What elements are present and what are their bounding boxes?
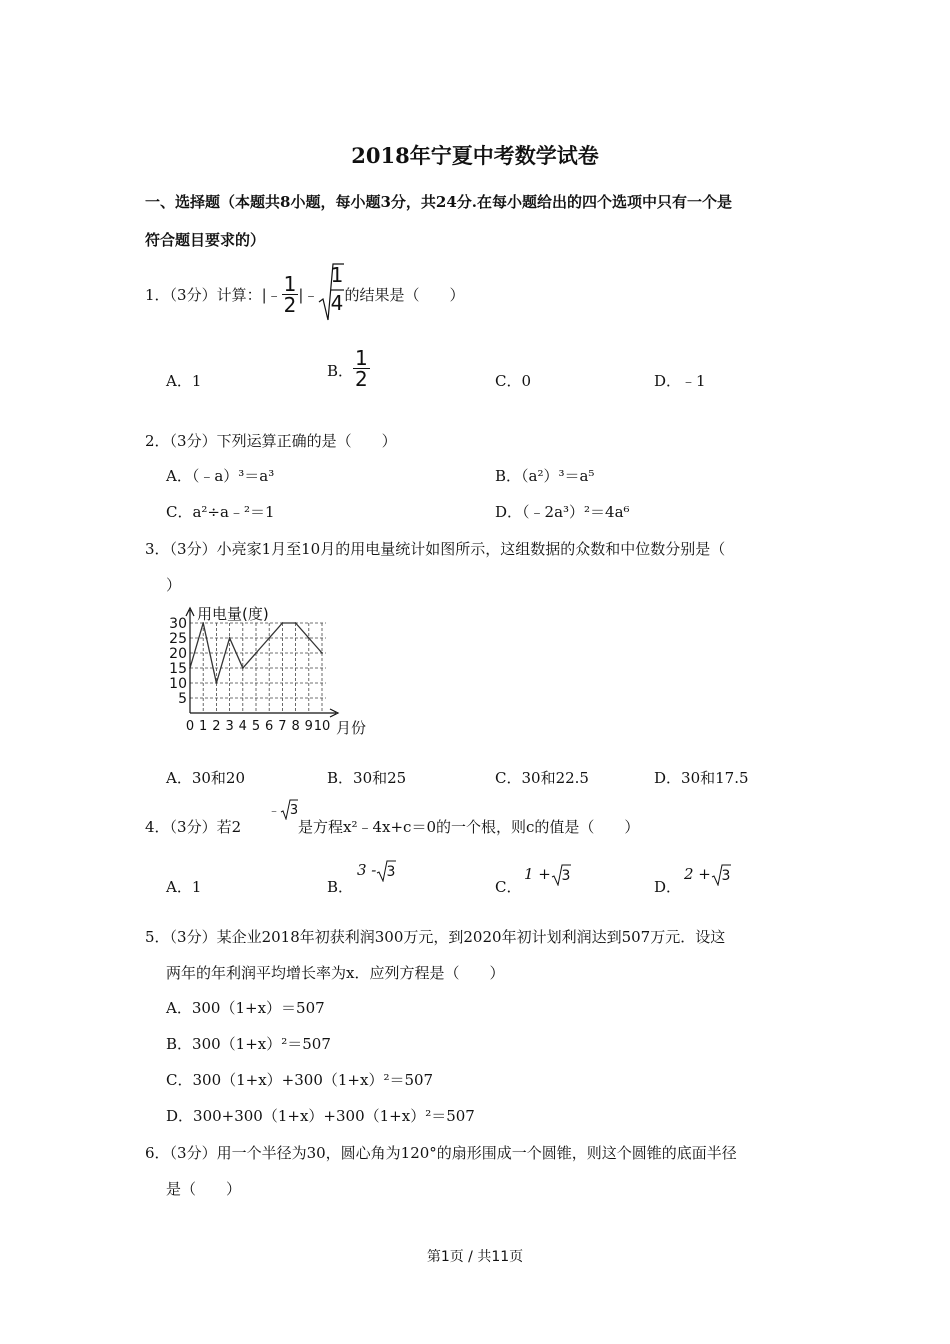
x-tick-label: 0 xyxy=(185,719,195,734)
question-5-stem-line2: 两年的年利润平均增长率为x．应列方程是（ ） xyxy=(166,964,505,982)
data-point xyxy=(189,667,191,669)
question-2-stem: 2．（3分）下列运算正确的是（ ） xyxy=(145,432,397,450)
electricity-usage-chart xyxy=(150,598,380,742)
question-3-stem-line1: 3．（3分）小亮家1月至10月的用电量统计如图所示，这组数据的众数和中位数分别是（ xyxy=(145,540,726,558)
q4-exponent-radicand: 3 xyxy=(289,803,299,818)
q4-option-d-value xyxy=(684,862,731,886)
q4-exponent xyxy=(268,798,298,820)
q1-option-a: A．1 xyxy=(166,372,202,390)
q3-option-c: C．30和22.5 xyxy=(495,769,589,787)
q4-suffix: 是方程x²﹣4x+c＝0的一个根，则c的值是（ ） xyxy=(298,818,640,836)
q1-option-b-fraction xyxy=(353,345,370,391)
q1-option-b-denominator: 2 xyxy=(355,366,368,391)
q4-option-d-radicand: 3 xyxy=(721,868,731,884)
y-tick-label: 10 xyxy=(169,676,187,692)
data-point xyxy=(282,622,284,624)
chart-grid xyxy=(190,623,326,713)
q4-prefix: 4．（3分）若2 xyxy=(145,818,242,836)
sqrt-symbol-icon xyxy=(318,262,344,322)
q4-option-c-text: 1 + xyxy=(524,865,551,883)
x-tick-label: 2 xyxy=(212,719,221,734)
q5-option-a: A．300（1+x）＝507 xyxy=(166,999,325,1017)
x-tick-label: 6 xyxy=(265,719,274,734)
x-tick-label: 5 xyxy=(251,719,261,734)
q1-sqrt-numerator: 1 xyxy=(331,263,344,287)
data-point xyxy=(321,652,323,654)
data-point xyxy=(242,667,244,669)
x-tick-label: 1 xyxy=(199,719,208,734)
x-tick-label: 9 xyxy=(304,719,313,734)
q3-option-a: A．30和20 xyxy=(166,769,246,787)
y-tick-label: 25 xyxy=(169,631,187,647)
q1-sqrt xyxy=(318,262,344,326)
q2-option-c: C．a²÷a﹣²＝1 xyxy=(166,503,275,521)
sqrt-symbol-icon xyxy=(280,798,298,820)
q1-frac-denominator: 2 xyxy=(283,292,297,317)
q5-option-b: B．300（1+x）²＝507 xyxy=(166,1035,331,1053)
x-axis-label: 月份 xyxy=(336,719,367,737)
q1-option-b-label: B． xyxy=(327,361,354,380)
data-point xyxy=(229,637,231,639)
q1-option-c: C．0 xyxy=(495,372,532,390)
q1-prefix: 1．（3分）计算：|﹣ xyxy=(145,285,282,304)
q1-frac-numerator: 1 xyxy=(283,271,297,296)
question-6-stem-line2: 是（ ） xyxy=(166,1180,242,1198)
q4-option-c-radicand: 3 xyxy=(561,868,571,884)
q4-exponent-sign: ﹣ xyxy=(268,802,281,817)
q4-option-b-label: B． xyxy=(327,878,354,896)
sqrt-symbol-icon xyxy=(711,862,731,886)
q4-option-b-value xyxy=(357,858,396,882)
q4-option-d-text: 2 + xyxy=(684,865,711,883)
y-tick-label: 30 xyxy=(169,616,187,632)
y-tick-label: 15 xyxy=(169,661,187,677)
q1-option-d: D．﹣1 xyxy=(654,372,706,390)
q4-option-d-label: D． xyxy=(654,878,682,896)
q1-sqrt-denominator: 4 xyxy=(331,291,344,315)
y-tick-label: 5 xyxy=(178,691,187,707)
q5-option-c: C．300（1+x）+300（1+x）²＝507 xyxy=(166,1071,434,1089)
chart-axes xyxy=(186,608,338,717)
q1-fraction xyxy=(282,271,299,317)
data-point xyxy=(308,637,310,639)
y-axis-label: 用电量(度) xyxy=(197,605,269,623)
q3-option-d: D．30和17.5 xyxy=(654,769,749,787)
q4-option-b-text: 3 - xyxy=(357,861,377,879)
section-heading-line2: 符合题目要求的） xyxy=(145,231,266,249)
q4-option-a: A．1 xyxy=(166,878,202,896)
q4-option-b-radicand: 3 xyxy=(386,864,396,880)
q4-option-c-label: C． xyxy=(495,878,522,896)
q3-option-b: B．30和25 xyxy=(327,769,407,787)
q2-option-b: B．（a²）³＝a⁵ xyxy=(495,467,595,485)
sqrt-symbol-icon xyxy=(551,862,571,886)
q5-option-d: D．300+300（1+x）+300（1+x）²＝507 xyxy=(166,1107,475,1125)
data-point xyxy=(255,652,257,654)
data-point xyxy=(216,682,218,684)
data-point xyxy=(295,622,297,624)
sqrt-symbol-icon xyxy=(376,858,396,882)
q2-option-a: A．（﹣a）³＝a³ xyxy=(166,467,275,485)
page-footer: 第1页 / 共11页 xyxy=(426,1249,524,1265)
question-5-stem-line1: 5．（3分）某企业2018年初获利润300万元，到2020年初计划利润达到507万元．设这 xyxy=(145,928,726,946)
page-title: 2018年宁夏中考数学试卷 xyxy=(351,143,599,168)
data-point xyxy=(268,637,270,639)
q2-option-d: D．（﹣2a³）²＝4a⁶ xyxy=(495,503,630,521)
q1-mid: |﹣ xyxy=(298,285,319,304)
q1-suffix: 的结果是（ ） xyxy=(344,285,465,304)
q1-option-b xyxy=(327,343,370,397)
question-6-stem-line1: 6．（3分）用一个半径为30，圆心角为120°的扇形围成一个圆锥，则这个圆锥的底面半径 xyxy=(145,1144,737,1162)
x-tick-label: 7 xyxy=(278,719,287,734)
q4-option-c-value xyxy=(524,862,571,886)
x-tick-label: 4 xyxy=(238,719,247,734)
section-heading-line1: 一、选择题（本题共8小题，每小题3分，共24分.在每小题给出的四个选项中只有一个是 xyxy=(145,193,732,211)
question-1-stem xyxy=(145,264,464,324)
chart-ticks xyxy=(169,616,330,734)
y-tick-label: 20 xyxy=(169,646,187,662)
question-3-stem-line2: ） xyxy=(166,576,182,594)
x-tick-label: 3 xyxy=(225,719,234,734)
x-tick-label: 10 xyxy=(313,719,331,734)
q1-option-b-numerator: 1 xyxy=(355,345,368,370)
x-tick-label: 8 xyxy=(291,719,300,734)
